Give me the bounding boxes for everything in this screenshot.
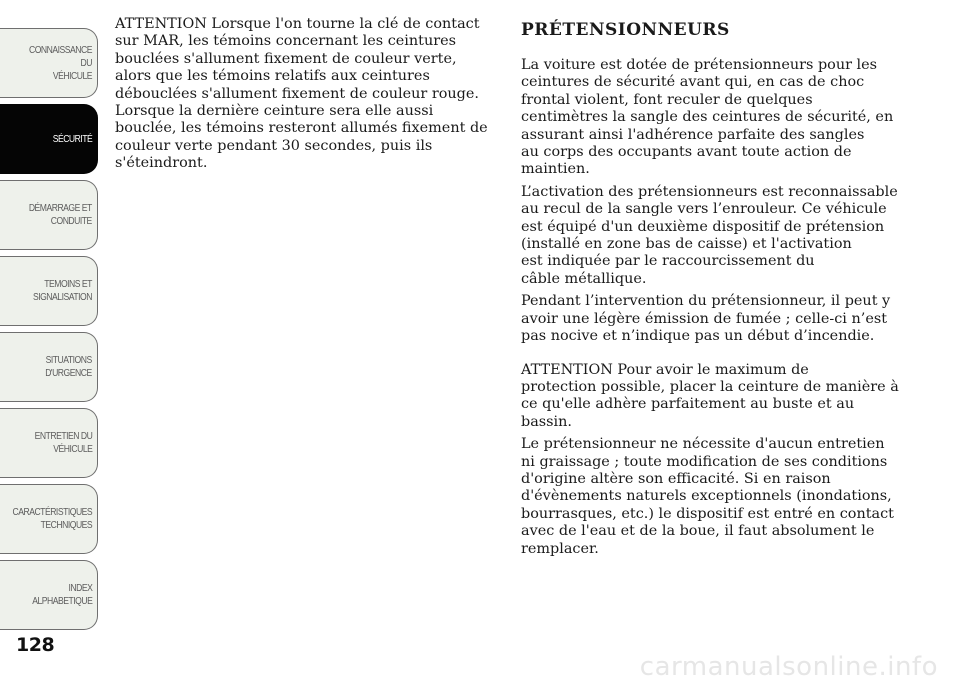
tab-situations-d-urgence[interactable] bbox=[0, 332, 98, 402]
tab-connaissance-du-vehicule[interactable] bbox=[0, 28, 98, 98]
tab-demarrage-et-conduite[interactable] bbox=[0, 180, 98, 250]
tab-entretien-du-vehicule[interactable] bbox=[0, 408, 98, 478]
tab-label: CARACTÉRISTIQUES TECHNIQUES bbox=[12, 506, 92, 531]
tab-label: CONNAISSANCE DU VÉHICULE bbox=[29, 43, 92, 82]
tab-temoins-et-signalisation[interactable] bbox=[0, 256, 98, 326]
section-heading: PRÉTENSIONNEURS bbox=[521, 20, 730, 40]
attention-paragraph: ATTENTION Pour avoir le maximum de protection possible, placer la ceinture de manière à ce qu'elle adhère parfaitement au buste et au bassin. bbox=[521, 361, 899, 430]
watermark: carmanualsonline.info bbox=[639, 652, 938, 682]
tab-label: SITUATIONS D'URGENCE bbox=[45, 354, 92, 379]
page-number: 128 bbox=[16, 634, 55, 656]
left-column bbox=[115, 16, 507, 178]
tab-caracteristiques-techniques[interactable] bbox=[0, 484, 98, 554]
tab-securite[interactable] bbox=[0, 104, 98, 174]
body-paragraph: La voiture est dotée de prétensionneurs pour les ceintures de sécurité avant qui, en cas de choc frontal violent, font reculer de quelques centimètres la sangle des ceintures de sécurité, en assurant ainsi l'adhérence parfaite des sangles au corps des occupants avant toute action de maintien. bbox=[521, 57, 894, 178]
tab-label: ENTRETIEN DU VÉHICULE bbox=[34, 430, 92, 455]
tab-index-alphabetique[interactable] bbox=[0, 560, 98, 630]
tab-label: TEMOINS ET SIGNALISATION bbox=[32, 278, 92, 303]
tab-label: INDEX ALPHABETIQUE bbox=[31, 582, 92, 607]
right-column bbox=[521, 16, 913, 563]
body-paragraph: Pendant l’intervention du prétensionneur, il peut y avoir une légère émission de fumée ; celle-ci n’est pas nocive et n’indique pas un début d’incendie. bbox=[521, 293, 891, 345]
tab-label: DÉMARRAGE ET CONDUITE bbox=[29, 202, 92, 227]
chapter-sidebar bbox=[0, 0, 100, 640]
attention-seatbelt-warning-paragraph: ATTENTION Lorsque l'on tourne la clé de contact sur MAR, les témoins concernant les ceintures bouclées s'allument fixement de couleur verte, alors que les témoins relatifs aux ceintures débouclées s'allument fixement de couleur rouge. Lorsque la dernière ceinture sera elle aussi bouclée, les témoins resteront allumés fixement de couleur verte pendant 30 secondes, puis ils s'éteindront. bbox=[115, 16, 488, 172]
body-paragraph: Le prétensionneur ne nécessite d'aucun entretien ni graissage ; toute modification de ses conditions d'origine altère son efficacité. Si en raison d'évènements naturels exceptionnels (inondations, bourrasques, etc.) le dispositif est entré en contact avec de l'eau et de la boue, il faut absolument le remplacer. bbox=[521, 436, 894, 557]
body-paragraph: L’activation des prétensionneurs est reconnaissable au recul de la sangle vers l’enrouleur. Ce véhicule est équipé d'un deuxième dispositif de prétension (installé en zone bas de caisse) et l'activation est indiquée par le raccourcissement du câble métallique. bbox=[521, 183, 898, 287]
tab-label: SÉCURITÉ bbox=[52, 132, 92, 145]
